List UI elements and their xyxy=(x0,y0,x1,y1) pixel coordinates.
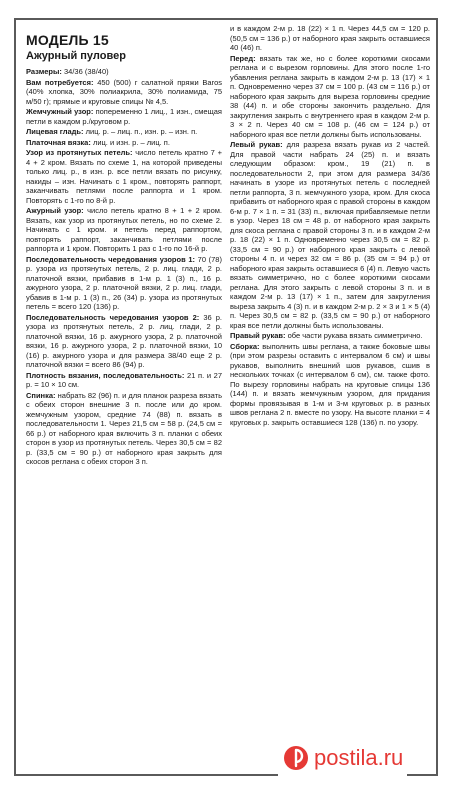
paragraph xyxy=(26,206,222,254)
paragraph xyxy=(230,140,430,330)
paragraph xyxy=(230,342,430,428)
paragraph-heading: Узор из протянутых петель: xyxy=(26,148,133,157)
paragraph-heading: Жемчужный узор: xyxy=(26,107,94,116)
paragraph-text: число петель кратно 8 + 1 + 2 кром. Вязать, как узор из протянутых петель, но по схеме 2. Начинать с 1 кром. и петель перед раппортом, повторять раппорт, заканчивать петлями после раппорта и 1 кром. Повторить 1 раз с 1-го по 16-й р. xyxy=(26,206,222,253)
left-column xyxy=(26,26,222,468)
paragraph xyxy=(26,107,222,126)
paragraph-text: выполнить швы реглана, а также боковые швы (при этом разрезы оставить с интервалом 6 см) и швы рукавов, выполнить внешний шов рукавов, сшив в нескольких точках (с интервалом 6 см), см. также фото. По вырезу горловины набрать на круговые спицы 136 (144) п. и вязать жемчужным узором, для придания формы провязывая в 1-м и 3-м круговых р. в разных швов реглана 2 п. вместе по узору. На высоте планки = 4 круговых р. закрыть оставшиеся 128 (136) п. по узору. xyxy=(230,341,430,427)
right-column xyxy=(230,24,430,428)
paragraph-heading: Правый рукав: xyxy=(230,331,286,340)
paragraph-text: 36 р. узора из протянутых петель, 2 р. лиц. глади, 2 р. платочной вязки, 16 р. ажурного узора, 2 р. платочной вязки, 16 р. ажурного узора, 2 р. платочной вязки, 10 (16) р. ажурного узора и для размера 38/40 еще 2 р. платочной вязки = всего 86 (94) р. xyxy=(26,312,222,369)
paragraph xyxy=(26,67,222,77)
paragraph xyxy=(26,78,222,107)
paragraph-text: попеременно 1 лиц., 1 изн., смещая петли в каждом р./круговом р. xyxy=(26,107,222,126)
paragraph xyxy=(26,313,222,370)
paragraph-heading: Последовательность чередования узоров 2: xyxy=(26,312,200,322)
paragraph-heading: Последовательность чередования узоров 1: xyxy=(26,254,195,264)
paragraph-heading: Лицевая гладь: xyxy=(26,127,84,136)
paragraph-text: число петель кратно 7 + 4 + 2 кром. Вязать по схеме 1, на которой приведены только лиц. р., в изн. р. все петли вязать по рисунку, накиды – изн. Начинать с 1 кром., повторять раппорт, заканчивать петлями после раппорта и 1 кром. Повторять с 1-го по 8-й р. xyxy=(26,148,222,205)
page-frame xyxy=(14,18,438,776)
paragraph-text: для разреза вязать рукав из 2 частей. Для правой части набрать 24 (25) п. и вязать следующим образом: кром., 19 (21) п. в последовательности 2, при этом для размера 34/36 начинать в узоре из протянутых петель с последней петли раппорта, 3 п. жемчужного узора, кром. Для скоса прибавить от наборного края с правой стороны в каждом 6-м р. 7 × 1 п. = 31 (33) п., включая прибавляемые петли в узор. Через 18 см = 48 р. от наборного края закрыть для скоса реглана с правой стороны 3 п. и в каждом 2-м р. 18 (22) × 1 п. Одновременно через 30,5 см = 82 р. (33,5 см = 90 р.) от наборного края закрыть с левой стороны 4 п. и через 32 см = 86 р. (35 см = 94 р.) от наборного края закрыть оставшиеся 6 (4) п. Левую часть вязать симметрично, но с более короткими скосами реглана. Для этого закрыть с левой стороны 3 п. и в каждом 2-м р. 13 (17) × 1 п., затем для закругления выреза закрыть 4 (3) п. и в каждом 2-м р. 2 × 3 и 1 × 5 (4) п. Через 30,5 см = 82 р. (33,5 см = 90 р.) от наборного края все петли должны быть использованы. xyxy=(230,140,430,330)
paragraph-heading: Левый рукав: xyxy=(230,140,283,149)
paragraph-heading: Перед: xyxy=(230,53,256,63)
paragraph xyxy=(26,127,222,137)
paragraph xyxy=(26,371,222,390)
paragraph-text: набрать 82 (96) п. и для планок разреза вязать с обеих сторон внешние 3 п. после или до кром. жемчужным узором, средние 74 (88) п. вязать в последовательности 1. Через 21,5 см = 58 р. (24,5 см = 66 р.) от наборного края включить 3 п. планки с обеих сторон в узор из протянутых петель. Через 30,5 см = 82 р. (33,5 см = 90 р.) от наборного края закрыть для скосов реглана с обеих сторон 3 п. xyxy=(26,390,222,466)
watermark xyxy=(278,738,407,778)
watermark-text: postila.ru xyxy=(314,745,404,770)
page-title: МОДЕЛЬ 15 xyxy=(26,32,109,48)
paragraph xyxy=(230,54,430,140)
paragraph-text: вязать так же, но с более короткими скосами реглана и с вырезом горловины. Для этого после 1-го убавления реглана закрыть в каждом 2-м р. 13 (17) × 1 п. Одновременно через 37 см = 100 р. (43 см = 116 р.) от наборного края закрыть для выреза горловины средние 38 (44) п. и обе стороны закончить раздельно. Для закругления закрыть с внутреннего края в каждом 2-м р. 3 × 2 п. Через 40 см = 108 р. (46 см = 124 р.) от наборного края все петли должны быть использованы. xyxy=(230,53,430,139)
paragraph-heading: Сборка: xyxy=(230,341,260,351)
paragraph-heading: Размеры: xyxy=(26,67,62,76)
paragraph-heading: Ажурный узор: xyxy=(26,206,84,215)
pin-icon xyxy=(282,744,310,772)
paragraph xyxy=(26,138,222,148)
page-subtitle: Ажурный пуловер xyxy=(26,50,126,62)
paragraph xyxy=(230,24,430,53)
paragraph-text: лиц. р. – лиц. п., изн. р. – изн. п. xyxy=(83,127,198,136)
paragraph-heading: Плотность вязания, последовательность: xyxy=(26,370,185,380)
left-paragraphs xyxy=(26,67,222,467)
paragraph-heading: Спинка: xyxy=(26,390,56,400)
paragraph-text: 21 п. и 27 р. = 10 × 10 см. xyxy=(26,370,222,389)
paragraph-text: 34/36 (38/40) xyxy=(61,67,109,76)
paragraph xyxy=(26,255,222,312)
paragraph-text: обе части рукава вязать симметрично. xyxy=(285,331,423,340)
paragraph xyxy=(230,331,430,341)
paragraph xyxy=(26,148,222,205)
paragraph-text: 70 (78) р. узора из протянутых петель, 2 р. лиц. глади, 2 р. платочной вязки, прибавив в 1-м р. 1 (3) п., 16 р. ажурного узора, 2 р. платочной вязки, 2 р. лиц. глади, убавив в 1-м р. 1 (3) п., 26 (34) р. узора из протянутых петель = всего 120 (136) р. xyxy=(26,254,222,311)
paragraph xyxy=(26,391,222,467)
paragraph-heading: Вам потребуется: xyxy=(26,77,94,87)
paragraph-text: лиц. и изн. р. – лиц. п. xyxy=(90,137,170,147)
paragraph-text: и в каждом 2-м р. 18 (22) × 1 п. Через 44,5 см = 120 р. (50,5 см = 136 р.) от наборного края закрыть оставшиеся 40 (46) п. xyxy=(230,24,430,52)
paragraph-heading: Платочная вязка: xyxy=(26,137,91,147)
paragraph-text: 450 (500) г салатной пряжи Baros (40% хлопка, 30% полиакрила, 30% полиамида, 75 м/50 г); прямые и круговые спицы № 4,5. xyxy=(26,77,222,106)
right-paragraphs xyxy=(230,24,430,427)
